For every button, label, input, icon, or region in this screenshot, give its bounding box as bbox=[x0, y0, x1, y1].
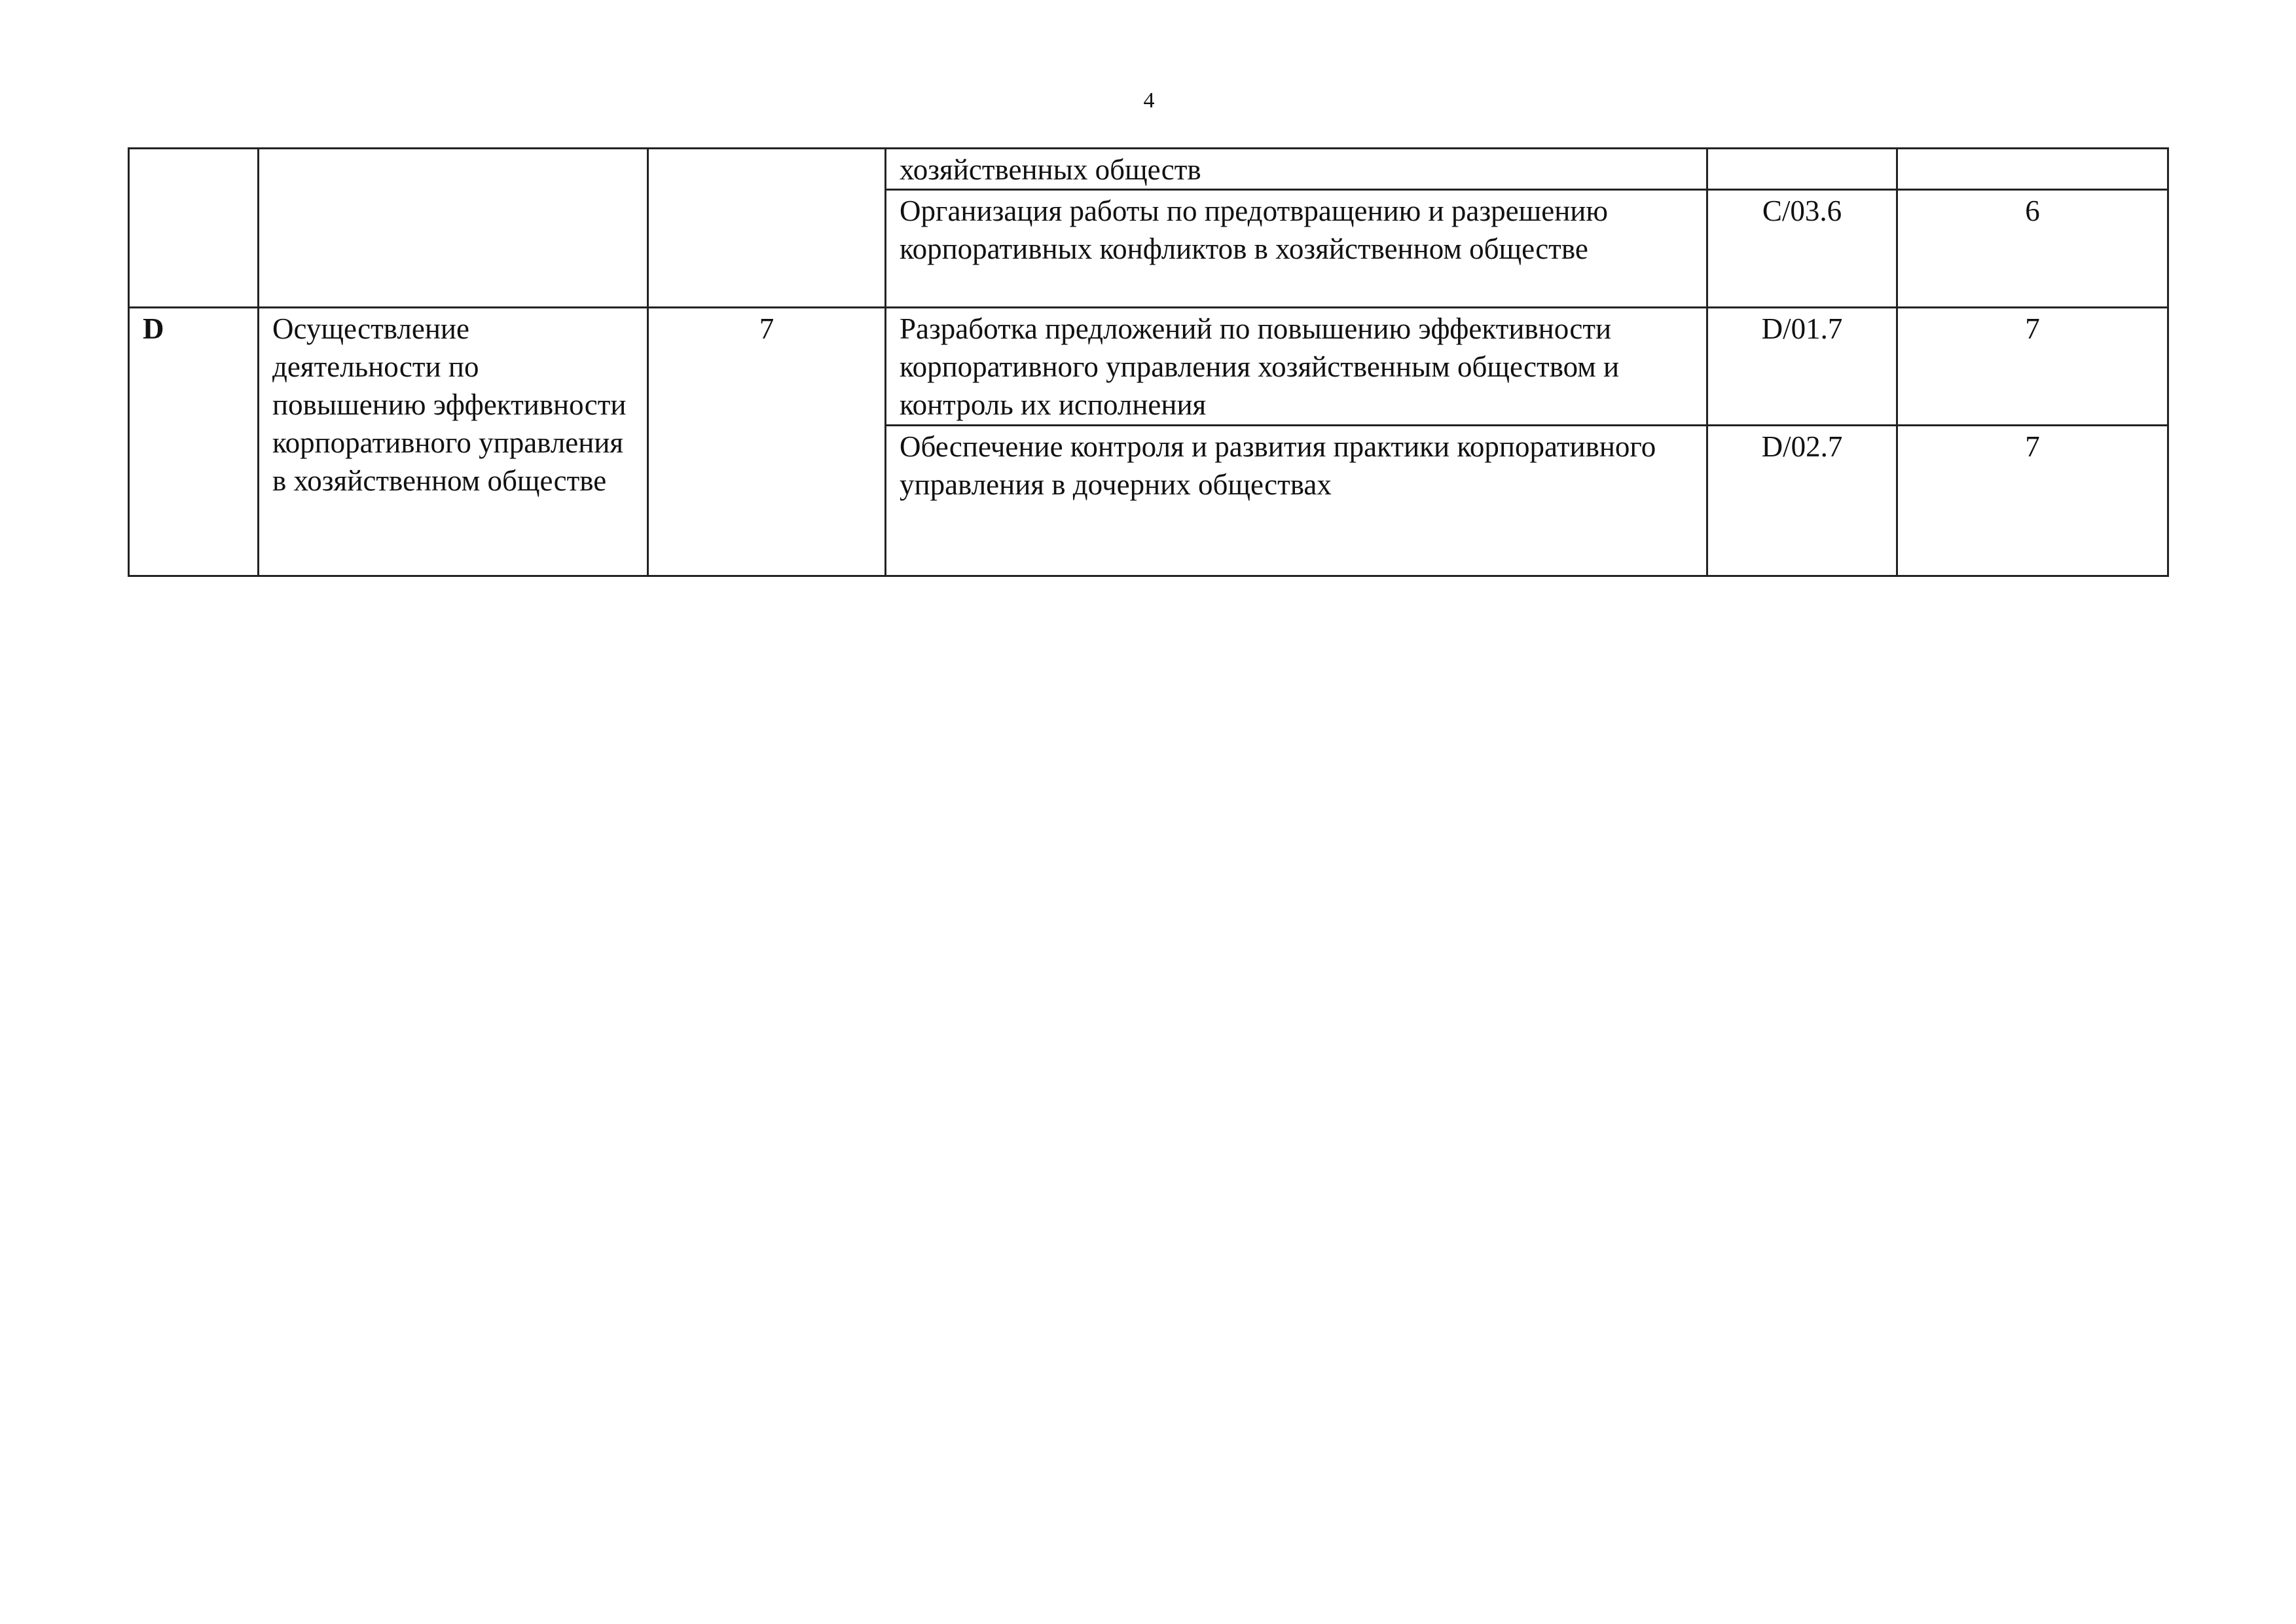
qualification-level-cell: 7 bbox=[648, 308, 886, 576]
labor-function-name-cell: хозяйственных обществ bbox=[886, 149, 1707, 190]
labor-functions-table bbox=[128, 147, 2169, 577]
labor-function-code-cell: D/01.7 bbox=[1707, 308, 1897, 426]
qualification-level-cell bbox=[648, 149, 886, 308]
labor-function-name-cell: Организация работы по предотвращению и разрешению корпоративных конфликтов в хозяйственном обществе bbox=[886, 190, 1707, 308]
labor-function-name-cell: Разработка предложений по повышению эффективности корпоративного управления хозяйственным обществом и контроль их исполнения bbox=[886, 308, 1707, 426]
labor-function-code-cell: C/03.6 bbox=[1707, 190, 1897, 308]
labor-function-level-cell bbox=[1897, 149, 2168, 190]
labor-function-level-cell: 6 bbox=[1897, 190, 2168, 308]
labor-function-level-cell: 7 bbox=[1897, 308, 2168, 426]
labor-function-name-cell: Обеспечение контроля и развития практики корпоративного управления в дочерних обществах bbox=[886, 426, 1707, 576]
generalized-function-name-cell bbox=[259, 149, 648, 308]
generalized-function-name-cell: Осуществление деятельности по повышению эффективности корпоративного управления в хозяйственном обществе bbox=[259, 308, 648, 576]
generalized-function-code-cell bbox=[129, 149, 259, 308]
page-number: 4 bbox=[1143, 88, 1155, 113]
generalized-function-code-cell: D bbox=[129, 308, 259, 576]
labor-function-code-cell bbox=[1707, 149, 1897, 190]
table-row bbox=[129, 308, 2168, 426]
labor-function-code-cell: D/02.7 bbox=[1707, 426, 1897, 576]
table-row bbox=[129, 149, 2168, 190]
labor-function-level-cell: 7 bbox=[1897, 426, 2168, 576]
